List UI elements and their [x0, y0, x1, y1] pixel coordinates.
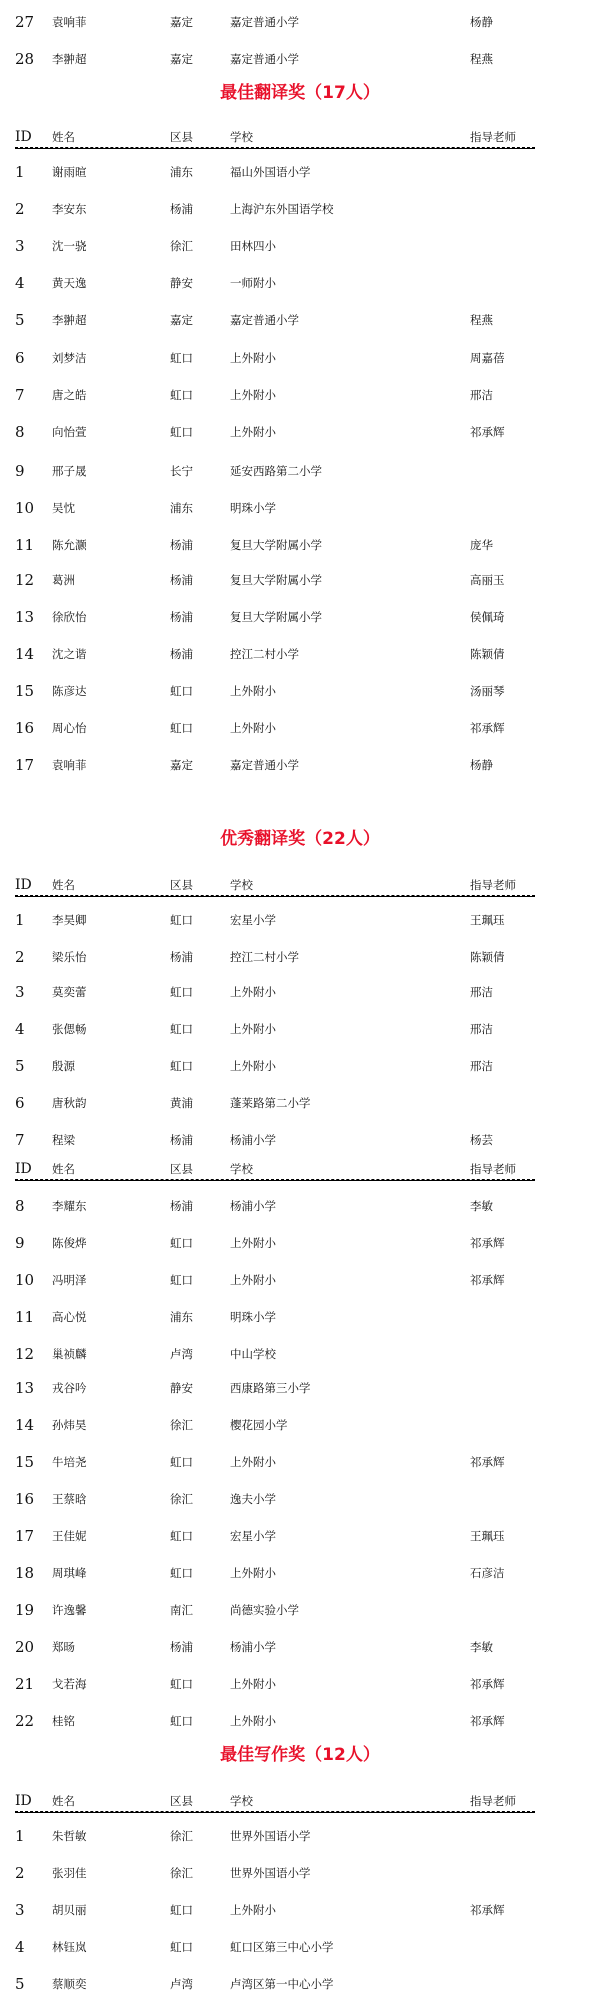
school: 上外附小 — [230, 388, 276, 402]
table-row — [0, 1413, 600, 1437]
school: 世界外国语小学 — [230, 1829, 311, 1843]
district: 嘉定 — [170, 758, 193, 772]
header-district: 区县 — [170, 1794, 193, 1808]
student-name: 梁乐怡 — [52, 950, 87, 964]
table-row — [0, 1342, 600, 1366]
table-header — [0, 126, 600, 148]
row-id: 16 — [15, 1490, 35, 1508]
table-row — [0, 234, 600, 258]
row-id: 18 — [15, 1564, 35, 1582]
teacher: 杨静 — [470, 15, 493, 29]
teacher: 陈颖倩 — [470, 647, 505, 661]
district: 虹口 — [170, 684, 193, 698]
teacher: 李敏 — [470, 1199, 493, 1213]
row-id: 14 — [15, 645, 35, 663]
student-name: 李耀东 — [52, 1199, 87, 1213]
header-district: 区县 — [170, 1162, 193, 1176]
school: 上外附小 — [230, 1022, 276, 1036]
school: 蓬莱路第二小学 — [230, 1096, 311, 1110]
teacher: 祁承辉 — [470, 721, 505, 735]
row-id: 22 — [15, 1712, 35, 1730]
teacher: 祁承辉 — [470, 1273, 505, 1287]
district: 徐汇 — [170, 239, 193, 253]
teacher: 祁承辉 — [470, 1236, 505, 1250]
row-id: 4 — [15, 1020, 25, 1038]
header-name: 姓名 — [52, 878, 75, 892]
section-title: 最佳翻译奖（17人） — [220, 83, 380, 103]
table-row — [0, 605, 600, 629]
student-name: 袁响菲 — [52, 758, 87, 772]
row-id: 11 — [15, 1308, 35, 1326]
district: 杨浦 — [170, 610, 193, 624]
district: 杨浦 — [170, 573, 193, 587]
row-id: 3 — [15, 1901, 25, 1919]
teacher: 邢洁 — [470, 388, 493, 402]
student-name: 郑旸 — [52, 1640, 75, 1654]
district: 浦东 — [170, 501, 193, 515]
teacher: 杨芸 — [470, 1133, 493, 1147]
student-name: 向怡萱 — [52, 425, 87, 439]
teacher: 侯佩琦 — [470, 610, 505, 624]
table-row — [0, 1861, 600, 1885]
teacher: 祁承辉 — [470, 425, 505, 439]
header-id: ID — [15, 129, 32, 145]
header-teacher: 指导老师 — [470, 1794, 516, 1808]
table-row — [0, 568, 600, 592]
student-name: 李昊卿 — [52, 913, 87, 927]
student-name: 邢子晟 — [52, 464, 87, 478]
row-id: 5 — [15, 311, 25, 329]
district: 徐汇 — [170, 1829, 193, 1843]
student-name: 李翀超 — [52, 52, 87, 66]
row-id: 8 — [15, 423, 25, 441]
district: 虹口 — [170, 388, 193, 402]
row-id: 15 — [15, 1453, 35, 1471]
school: 卢湾区第一中心小学 — [230, 1977, 334, 1991]
district: 虹口 — [170, 1236, 193, 1250]
table-row — [0, 908, 600, 932]
table-row — [0, 679, 600, 703]
school: 上外附小 — [230, 1273, 276, 1287]
teacher: 王珮珏 — [470, 1529, 505, 1543]
school: 复旦大学附属小学 — [230, 538, 322, 552]
school: 上外附小 — [230, 1677, 276, 1691]
school: 嘉定普通小学 — [230, 313, 299, 327]
row-id: 21 — [15, 1675, 35, 1693]
student-name: 陈俊烨 — [52, 1236, 87, 1250]
student-name: 周琪峰 — [52, 1566, 87, 1580]
table-row — [0, 1672, 600, 1696]
district: 虹口 — [170, 1022, 193, 1036]
header-teacher: 指导老师 — [470, 878, 516, 892]
section-title: 最佳写作奖（12人） — [220, 1745, 380, 1765]
table-row — [0, 753, 600, 777]
table-row — [0, 346, 600, 370]
school: 上外附小 — [230, 1566, 276, 1580]
row-id: 6 — [15, 349, 25, 367]
district: 浦东 — [170, 165, 193, 179]
school: 控江二村小学 — [230, 647, 299, 661]
row-id: 6 — [15, 1094, 25, 1112]
student-name: 王蔡晗 — [52, 1492, 87, 1506]
header-teacher: 指导老师 — [470, 130, 516, 144]
table-row — [0, 47, 600, 71]
school: 嘉定普通小学 — [230, 52, 299, 66]
row-id: 2 — [15, 948, 25, 966]
header-divider — [15, 895, 535, 897]
header-divider — [15, 1811, 535, 1813]
district: 静安 — [170, 276, 193, 290]
school: 宏星小学 — [230, 913, 276, 927]
teacher: 周嘉蓓 — [470, 351, 505, 365]
district: 杨浦 — [170, 1640, 193, 1654]
table-row — [0, 1709, 600, 1733]
district: 虹口 — [170, 721, 193, 735]
student-name: 巢祯麟 — [52, 1347, 87, 1361]
row-id: 14 — [15, 1416, 35, 1434]
table-row — [0, 1376, 600, 1400]
student-name: 戎谷吟 — [52, 1381, 87, 1395]
row-id: 4 — [15, 1938, 25, 1956]
row-id: 16 — [15, 719, 35, 737]
header-name: 姓名 — [52, 1162, 75, 1176]
student-name: 桂铭 — [52, 1714, 75, 1728]
district: 卢湾 — [170, 1977, 193, 1991]
student-name: 沈一骁 — [52, 239, 87, 253]
district: 杨浦 — [170, 950, 193, 964]
header-school: 学校 — [230, 130, 253, 144]
table-header — [0, 1790, 600, 1812]
row-id: 7 — [15, 386, 25, 404]
row-id: 17 — [15, 1527, 35, 1545]
student-name: 蔡顺奕 — [52, 1977, 87, 1991]
table-row — [0, 459, 600, 483]
district: 虹口 — [170, 1940, 193, 1954]
row-id: 13 — [15, 608, 35, 626]
table-row — [0, 1487, 600, 1511]
district: 杨浦 — [170, 647, 193, 661]
student-name: 黄天逸 — [52, 276, 87, 290]
teacher: 高丽玉 — [470, 573, 505, 587]
table-row — [0, 1091, 600, 1115]
district: 虹口 — [170, 1903, 193, 1917]
school: 延安西路第二小学 — [230, 464, 322, 478]
student-name: 程梁 — [52, 1133, 75, 1147]
table-row — [0, 420, 600, 444]
teacher: 杨静 — [470, 758, 493, 772]
row-id: 27 — [15, 13, 35, 31]
table-row — [0, 1561, 600, 1585]
school: 一师附小 — [230, 276, 276, 290]
district: 嘉定 — [170, 52, 193, 66]
row-id: 8 — [15, 1197, 25, 1215]
table-row — [0, 533, 600, 557]
table-row — [0, 1972, 600, 1996]
school: 上外附小 — [230, 425, 276, 439]
header-name: 姓名 — [52, 1794, 75, 1808]
header-divider — [15, 1179, 535, 1181]
header-id: ID — [15, 877, 32, 893]
student-name: 唐之皓 — [52, 388, 87, 402]
row-id: 4 — [15, 274, 25, 292]
school: 上外附小 — [230, 721, 276, 735]
table-row — [0, 1017, 600, 1041]
header-teacher: 指导老师 — [470, 1162, 516, 1176]
table-row — [0, 945, 600, 969]
teacher: 李敏 — [470, 1640, 493, 1654]
teacher: 汤丽琴 — [470, 684, 505, 698]
student-name: 吴忱 — [52, 501, 75, 515]
district: 虹口 — [170, 1455, 193, 1469]
district: 杨浦 — [170, 1199, 193, 1213]
table-row — [0, 1128, 600, 1152]
student-name: 徐欣怡 — [52, 610, 87, 624]
table-row — [0, 271, 600, 295]
teacher: 祁承辉 — [470, 1714, 505, 1728]
district: 杨浦 — [170, 1133, 193, 1147]
school: 福山外国语小学 — [230, 165, 311, 179]
district: 嘉定 — [170, 313, 193, 327]
student-name: 戈若海 — [52, 1677, 87, 1691]
school: 嘉定普通小学 — [230, 15, 299, 29]
table-row — [0, 1898, 600, 1922]
teacher: 程燕 — [470, 313, 493, 327]
table-row — [0, 160, 600, 184]
school: 上外附小 — [230, 1903, 276, 1917]
student-name: 王佳妮 — [52, 1529, 87, 1543]
school: 逸夫小学 — [230, 1492, 276, 1506]
school: 上外附小 — [230, 1714, 276, 1728]
school: 复旦大学附属小学 — [230, 573, 322, 587]
district: 虹口 — [170, 351, 193, 365]
row-id: 7 — [15, 1131, 25, 1149]
district: 徐汇 — [170, 1418, 193, 1432]
student-name: 李安东 — [52, 202, 87, 216]
table-row — [0, 1194, 600, 1218]
district: 黄浦 — [170, 1096, 193, 1110]
table-row — [0, 1524, 600, 1548]
teacher: 陈颖倩 — [470, 950, 505, 964]
school: 上外附小 — [230, 1455, 276, 1469]
row-id: 13 — [15, 1379, 35, 1397]
school: 尚德实验小学 — [230, 1603, 299, 1617]
row-id: 12 — [15, 571, 35, 589]
student-name: 朱哲敏 — [52, 1829, 87, 1843]
district: 杨浦 — [170, 202, 193, 216]
table-row — [0, 383, 600, 407]
student-name: 冯明泽 — [52, 1273, 87, 1287]
row-id: 28 — [15, 50, 35, 68]
school: 上外附小 — [230, 1236, 276, 1250]
district: 虹口 — [170, 1714, 193, 1728]
table-row — [0, 10, 600, 34]
table-row — [0, 308, 600, 332]
row-id: 10 — [15, 499, 35, 517]
student-name: 莫奕蕾 — [52, 985, 87, 999]
school: 上外附小 — [230, 985, 276, 999]
district: 虹口 — [170, 1677, 193, 1691]
student-name: 唐秋韵 — [52, 1096, 87, 1110]
school: 控江二村小学 — [230, 950, 299, 964]
school: 上外附小 — [230, 351, 276, 365]
student-name: 张羽佳 — [52, 1866, 87, 1880]
row-id: 20 — [15, 1638, 35, 1656]
school: 复旦大学附属小学 — [230, 610, 322, 624]
student-name: 刘梦洁 — [52, 351, 87, 365]
table-row — [0, 642, 600, 666]
table-row — [0, 1305, 600, 1329]
school: 明珠小学 — [230, 501, 276, 515]
table-row — [0, 716, 600, 740]
row-id: 1 — [15, 1827, 25, 1845]
teacher: 王珮珏 — [470, 913, 505, 927]
row-id: 10 — [15, 1271, 35, 1289]
table-header — [0, 874, 600, 896]
student-name: 林钰岚 — [52, 1940, 87, 1954]
district: 虹口 — [170, 1273, 193, 1287]
table-row — [0, 1268, 600, 1292]
district: 嘉定 — [170, 15, 193, 29]
table-row — [0, 1054, 600, 1078]
student-name: 胡贝丽 — [52, 1903, 87, 1917]
teacher: 邢洁 — [470, 1022, 493, 1036]
header-school: 学校 — [230, 1794, 253, 1808]
school: 杨浦小学 — [230, 1133, 276, 1147]
district: 卢湾 — [170, 1347, 193, 1361]
school: 宏星小学 — [230, 1529, 276, 1543]
row-id: 5 — [15, 1057, 25, 1075]
district: 杨浦 — [170, 538, 193, 552]
header-id: ID — [15, 1793, 32, 1809]
school: 上海沪东外国语学校 — [230, 202, 334, 216]
section-title: 优秀翻译奖（22人） — [220, 829, 380, 849]
district: 徐汇 — [170, 1866, 193, 1880]
row-id: 1 — [15, 163, 25, 181]
table-header — [0, 1158, 600, 1180]
teacher: 石彦洁 — [470, 1566, 505, 1580]
district: 虹口 — [170, 1529, 193, 1543]
header-divider — [15, 147, 535, 149]
header-district: 区县 — [170, 878, 193, 892]
student-name: 沈之谐 — [52, 647, 87, 661]
row-id: 2 — [15, 200, 25, 218]
district: 长宁 — [170, 464, 193, 478]
table-row — [0, 980, 600, 1004]
row-id: 12 — [15, 1345, 35, 1363]
row-id: 3 — [15, 237, 25, 255]
district: 虹口 — [170, 1059, 193, 1073]
student-name: 周心怡 — [52, 721, 87, 735]
teacher: 祁承辉 — [470, 1903, 505, 1917]
table-row — [0, 1935, 600, 1959]
school: 杨浦小学 — [230, 1199, 276, 1213]
header-district: 区县 — [170, 130, 193, 144]
school: 樱花园小学 — [230, 1418, 288, 1432]
teacher: 祁承辉 — [470, 1455, 505, 1469]
student-name: 葛洲 — [52, 573, 75, 587]
student-name: 陈彦达 — [52, 684, 87, 698]
teacher: 程燕 — [470, 52, 493, 66]
district: 徐汇 — [170, 1492, 193, 1506]
student-name: 高心悦 — [52, 1310, 87, 1324]
teacher: 邢洁 — [470, 985, 493, 999]
header-name: 姓名 — [52, 130, 75, 144]
row-id: 2 — [15, 1864, 25, 1882]
row-id: 3 — [15, 983, 25, 1001]
school: 虹口区第三中心小学 — [230, 1940, 334, 1954]
school: 上外附小 — [230, 1059, 276, 1073]
header-school: 学校 — [230, 1162, 253, 1176]
student-name: 李翀超 — [52, 313, 87, 327]
school: 西康路第三小学 — [230, 1381, 311, 1395]
district: 虹口 — [170, 985, 193, 999]
school: 世界外国语小学 — [230, 1866, 311, 1880]
school: 田林四小 — [230, 239, 276, 253]
district: 虹口 — [170, 1566, 193, 1580]
student-name: 张偲畅 — [52, 1022, 87, 1036]
district: 浦东 — [170, 1310, 193, 1324]
row-id: 5 — [15, 1975, 25, 1993]
student-name: 孙炜昊 — [52, 1418, 87, 1432]
student-name: 袁响菲 — [52, 15, 87, 29]
row-id: 9 — [15, 1234, 25, 1252]
header-id: ID — [15, 1161, 32, 1177]
row-id: 11 — [15, 536, 35, 554]
school: 杨浦小学 — [230, 1640, 276, 1654]
school: 中山学校 — [230, 1347, 276, 1361]
row-id: 15 — [15, 682, 35, 700]
table-row — [0, 1635, 600, 1659]
row-id: 17 — [15, 756, 35, 774]
school: 嘉定普通小学 — [230, 758, 299, 772]
district: 虹口 — [170, 425, 193, 439]
student-name: 陈允灏 — [52, 538, 87, 552]
table-row — [0, 1824, 600, 1848]
student-name: 谢雨暄 — [52, 165, 87, 179]
school: 上外附小 — [230, 684, 276, 698]
student-name: 殷源 — [52, 1059, 75, 1073]
table-row — [0, 496, 600, 520]
school: 明珠小学 — [230, 1310, 276, 1324]
row-id: 19 — [15, 1601, 35, 1619]
table-row — [0, 1450, 600, 1474]
table-row — [0, 1231, 600, 1255]
district: 虹口 — [170, 913, 193, 927]
table-row — [0, 1598, 600, 1622]
header-school: 学校 — [230, 878, 253, 892]
teacher: 祁承辉 — [470, 1677, 505, 1691]
district: 南汇 — [170, 1603, 193, 1617]
student-name: 牛培尧 — [52, 1455, 87, 1469]
student-name: 许逸馨 — [52, 1603, 87, 1617]
teacher: 庞华 — [470, 538, 493, 552]
teacher: 邢洁 — [470, 1059, 493, 1073]
table-row — [0, 197, 600, 221]
district: 静安 — [170, 1381, 193, 1395]
row-id: 9 — [15, 462, 25, 480]
row-id: 1 — [15, 911, 25, 929]
